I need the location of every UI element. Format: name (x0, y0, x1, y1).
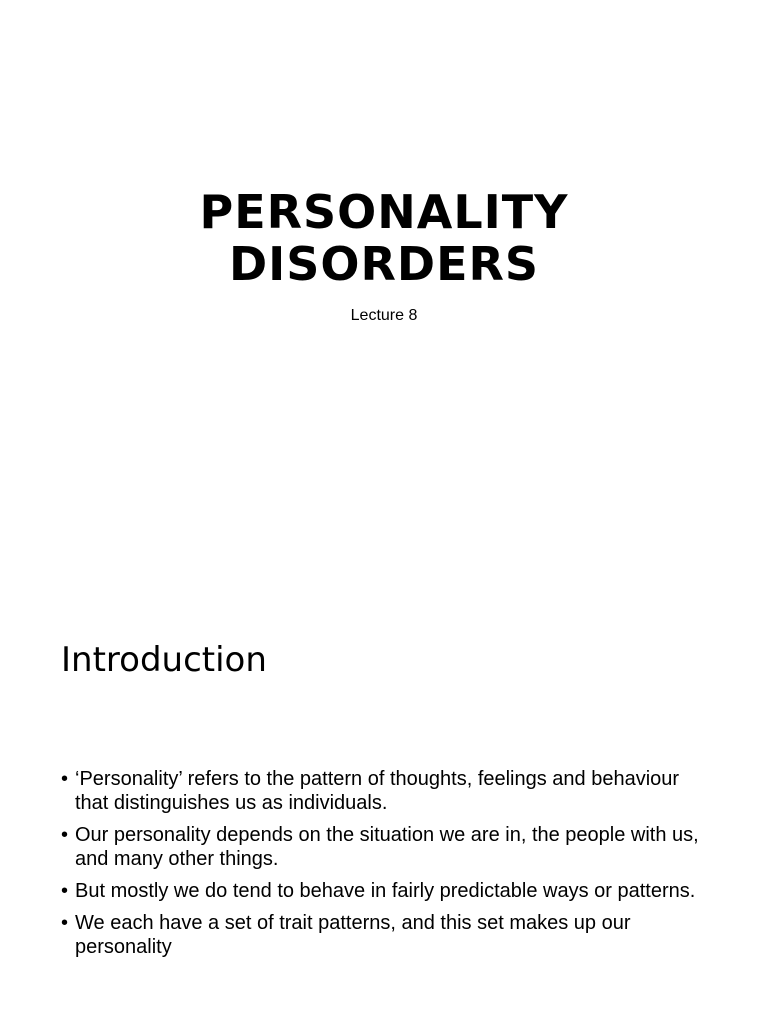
slide-title (0, 186, 768, 290)
bullet-icon: • (61, 824, 69, 846)
bullet-text: Our personality depends on the situation we are in, the people with us, and many other things. (75, 824, 699, 870)
introduction-slide (0, 576, 768, 1024)
slide-title-line-2: DISORDERS (228, 237, 540, 291)
bullet-icon: • (61, 768, 69, 790)
bullet-icon: • (61, 880, 69, 902)
list-item (61, 911, 711, 959)
bullet-text: ‘Personality’ refers to the pattern of thoughts, feelings and behaviour that distinguishes us as individuals. (75, 768, 680, 814)
slide-subtitle: Lecture 8 (350, 307, 418, 324)
list-item (61, 767, 711, 815)
bullet-list (61, 767, 711, 967)
list-item (61, 879, 711, 903)
bullet-icon: • (61, 912, 69, 934)
bullet-text: But mostly we do tend to behave in fairly predictable ways or patterns. (75, 880, 696, 902)
slide-heading: Introduction (61, 640, 267, 680)
bullet-text: We each have a set of trait patterns, and this set makes up our personality (75, 912, 631, 958)
slide-title-line-1: PERSONALITY (199, 185, 569, 239)
list-item (61, 823, 711, 871)
